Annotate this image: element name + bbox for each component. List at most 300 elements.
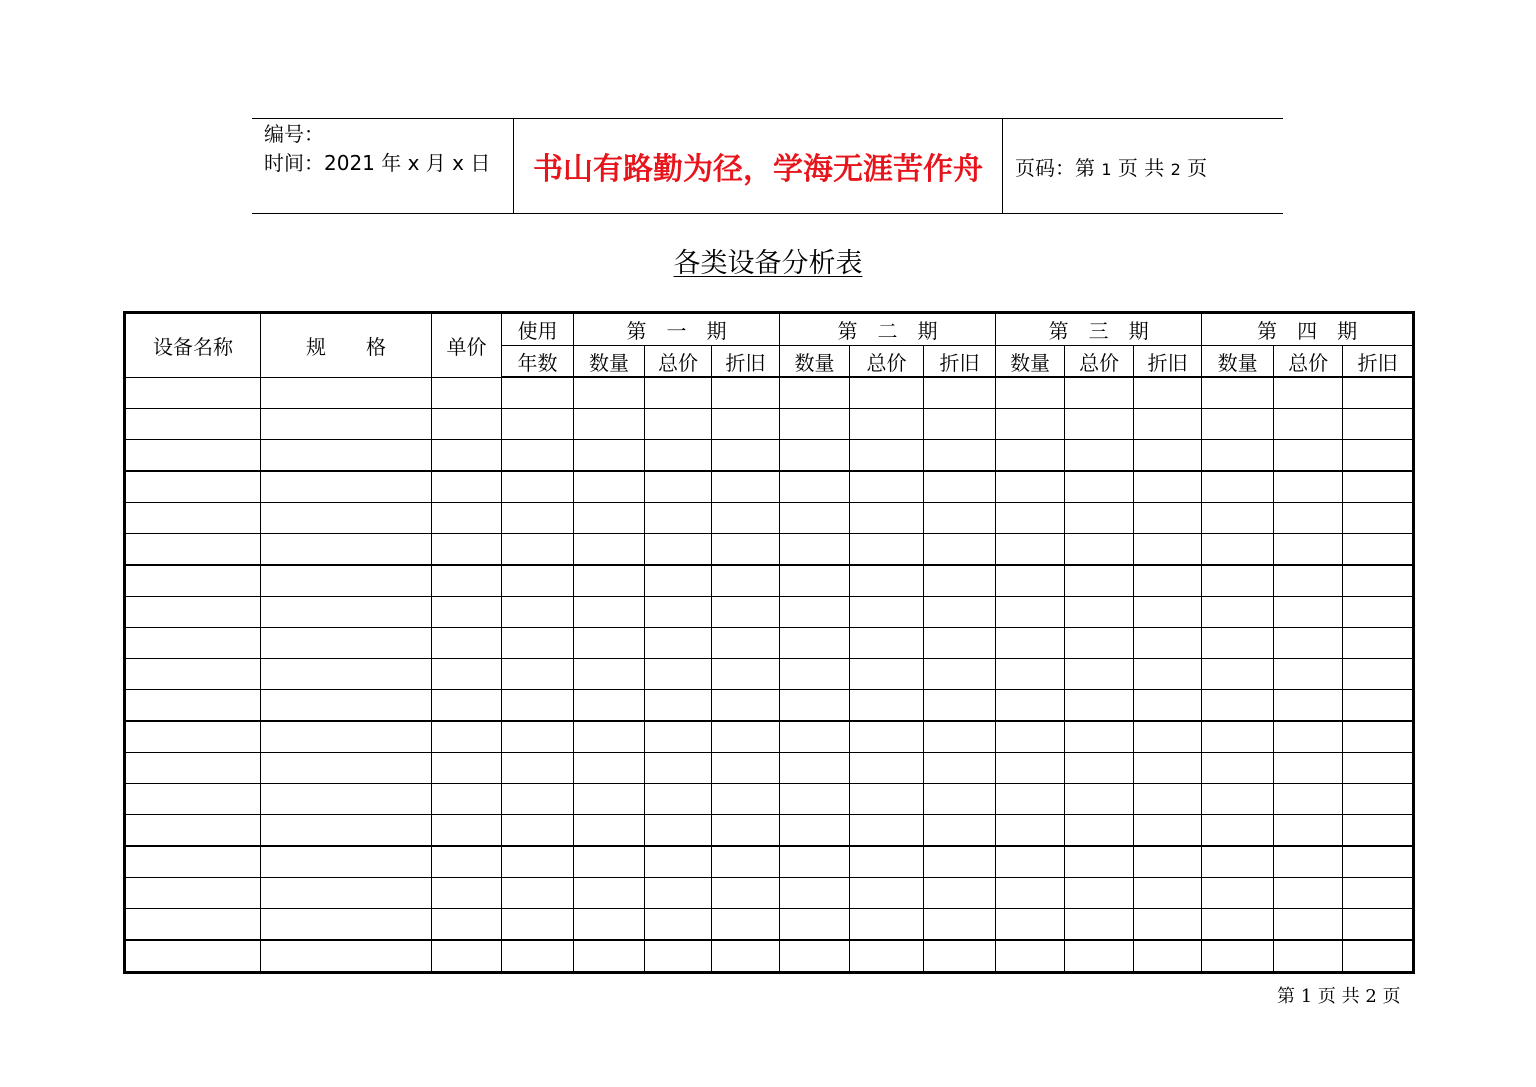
table-cell[interactable]: [1065, 753, 1134, 784]
table-cell[interactable]: [850, 534, 924, 566]
table-cell[interactable]: [125, 565, 261, 597]
table-cell[interactable]: [1202, 690, 1274, 722]
table-cell[interactable]: [1343, 534, 1414, 566]
table-cell[interactable]: [1134, 878, 1202, 909]
table-cell[interactable]: [432, 471, 502, 503]
table-cell[interactable]: [574, 878, 645, 909]
table-cell[interactable]: [432, 597, 502, 628]
table-cell[interactable]: [1274, 597, 1343, 628]
table-cell[interactable]: [502, 440, 574, 472]
table-cell[interactable]: [645, 628, 712, 659]
table-cell[interactable]: [924, 753, 996, 784]
table-cell[interactable]: [502, 597, 574, 628]
table-cell[interactable]: [1343, 909, 1414, 941]
table-cell[interactable]: [574, 846, 645, 878]
table-cell[interactable]: [712, 690, 780, 722]
table-cell[interactable]: [432, 440, 502, 472]
table-cell[interactable]: [850, 784, 924, 815]
table-cell[interactable]: [1134, 690, 1202, 722]
table-cell[interactable]: [1202, 815, 1274, 847]
table-cell[interactable]: [261, 503, 432, 534]
table-cell[interactable]: [432, 721, 502, 753]
table-cell[interactable]: [780, 940, 850, 973]
table-cell[interactable]: [125, 846, 261, 878]
table-cell[interactable]: [780, 815, 850, 847]
table-cell[interactable]: [261, 534, 432, 566]
table-cell[interactable]: [502, 909, 574, 941]
table-cell[interactable]: [1065, 534, 1134, 566]
table-cell[interactable]: [1065, 597, 1134, 628]
table-cell[interactable]: [1065, 909, 1134, 941]
table-cell[interactable]: [712, 534, 780, 566]
table-cell[interactable]: [261, 690, 432, 722]
table-cell[interactable]: [996, 940, 1065, 973]
table-cell[interactable]: [502, 846, 574, 878]
table-cell[interactable]: [432, 690, 502, 722]
table-cell[interactable]: [432, 503, 502, 534]
table-cell[interactable]: [125, 597, 261, 628]
table-cell[interactable]: [125, 659, 261, 690]
table-cell[interactable]: [850, 690, 924, 722]
table-cell[interactable]: [261, 440, 432, 472]
table-cell[interactable]: [1065, 565, 1134, 597]
table-cell[interactable]: [432, 659, 502, 690]
table-cell[interactable]: [996, 815, 1065, 847]
table-cell[interactable]: [1065, 377, 1134, 409]
table-cell[interactable]: [125, 377, 261, 409]
table-cell[interactable]: [645, 878, 712, 909]
table-cell[interactable]: [432, 409, 502, 440]
table-cell[interactable]: [996, 534, 1065, 566]
table-cell[interactable]: [1274, 534, 1343, 566]
table-cell[interactable]: [712, 659, 780, 690]
table-cell[interactable]: [712, 940, 780, 973]
table-cell[interactable]: [1343, 721, 1414, 753]
table-cell[interactable]: [1134, 909, 1202, 941]
table-cell[interactable]: [1202, 784, 1274, 815]
table-cell[interactable]: [1343, 878, 1414, 909]
table-cell[interactable]: [574, 909, 645, 941]
table-cell[interactable]: [125, 753, 261, 784]
table-cell[interactable]: [780, 878, 850, 909]
table-cell[interactable]: [1134, 377, 1202, 409]
table-cell[interactable]: [261, 721, 432, 753]
table-cell[interactable]: [1202, 940, 1274, 973]
table-cell[interactable]: [645, 503, 712, 534]
table-cell[interactable]: [924, 628, 996, 659]
table-cell[interactable]: [850, 753, 924, 784]
table-cell[interactable]: [924, 940, 996, 973]
table-cell[interactable]: [645, 846, 712, 878]
table-cell[interactable]: [780, 377, 850, 409]
table-cell[interactable]: [261, 753, 432, 784]
table-cell[interactable]: [1065, 659, 1134, 690]
table-cell[interactable]: [780, 846, 850, 878]
table-cell[interactable]: [1202, 565, 1274, 597]
table-cell[interactable]: [261, 784, 432, 815]
table-cell[interactable]: [645, 784, 712, 815]
table-cell[interactable]: [1343, 690, 1414, 722]
table-cell[interactable]: [574, 659, 645, 690]
table-cell[interactable]: [1202, 659, 1274, 690]
table-cell[interactable]: [432, 784, 502, 815]
table-cell[interactable]: [125, 690, 261, 722]
table-cell[interactable]: [1343, 471, 1414, 503]
table-cell[interactable]: [574, 409, 645, 440]
table-cell[interactable]: [1274, 815, 1343, 847]
table-cell[interactable]: [1202, 909, 1274, 941]
table-cell[interactable]: [780, 909, 850, 941]
table-cell[interactable]: [850, 721, 924, 753]
table-cell[interactable]: [996, 753, 1065, 784]
table-cell[interactable]: [996, 377, 1065, 409]
table-cell[interactable]: [502, 503, 574, 534]
table-cell[interactable]: [432, 846, 502, 878]
table-cell[interactable]: [1134, 565, 1202, 597]
table-cell[interactable]: [1274, 659, 1343, 690]
table-cell[interactable]: [645, 909, 712, 941]
table-cell[interactable]: [1065, 440, 1134, 472]
table-cell[interactable]: [712, 846, 780, 878]
table-cell[interactable]: [645, 471, 712, 503]
table-cell[interactable]: [1134, 503, 1202, 534]
table-cell[interactable]: [1274, 440, 1343, 472]
table-cell[interactable]: [502, 690, 574, 722]
table-cell[interactable]: [574, 534, 645, 566]
table-cell[interactable]: [261, 377, 432, 409]
table-cell[interactable]: [712, 409, 780, 440]
table-cell[interactable]: [850, 878, 924, 909]
table-cell[interactable]: [1202, 721, 1274, 753]
table-cell[interactable]: [924, 565, 996, 597]
table-cell[interactable]: [1343, 753, 1414, 784]
table-cell[interactable]: [924, 471, 996, 503]
table-cell[interactable]: [502, 534, 574, 566]
table-cell[interactable]: [1202, 471, 1274, 503]
table-cell[interactable]: [261, 815, 432, 847]
table-cell[interactable]: [780, 534, 850, 566]
table-cell[interactable]: [125, 409, 261, 440]
table-cell[interactable]: [1134, 846, 1202, 878]
table-cell[interactable]: [712, 721, 780, 753]
table-cell[interactable]: [780, 753, 850, 784]
table-cell[interactable]: [780, 471, 850, 503]
table-cell[interactable]: [850, 597, 924, 628]
table-cell[interactable]: [432, 565, 502, 597]
table-cell[interactable]: [850, 409, 924, 440]
table-cell[interactable]: [1274, 909, 1343, 941]
table-cell[interactable]: [924, 440, 996, 472]
table-cell[interactable]: [1343, 409, 1414, 440]
table-cell[interactable]: [125, 909, 261, 941]
table-cell[interactable]: [502, 377, 574, 409]
table-cell[interactable]: [125, 815, 261, 847]
table-cell[interactable]: [432, 909, 502, 941]
table-cell[interactable]: [1274, 784, 1343, 815]
table-cell[interactable]: [924, 909, 996, 941]
table-cell[interactable]: [780, 721, 850, 753]
table-cell[interactable]: [125, 940, 261, 973]
table-cell[interactable]: [432, 628, 502, 659]
table-cell[interactable]: [645, 753, 712, 784]
table-cell[interactable]: [1202, 377, 1274, 409]
table-cell[interactable]: [996, 878, 1065, 909]
table-cell[interactable]: [1134, 628, 1202, 659]
table-cell[interactable]: [850, 565, 924, 597]
table-cell[interactable]: [502, 940, 574, 973]
table-cell[interactable]: [1343, 377, 1414, 409]
table-cell[interactable]: [1202, 597, 1274, 628]
table-cell[interactable]: [996, 659, 1065, 690]
table-cell[interactable]: [502, 659, 574, 690]
table-cell[interactable]: [432, 377, 502, 409]
table-cell[interactable]: [502, 628, 574, 659]
table-cell[interactable]: [924, 377, 996, 409]
table-cell[interactable]: [712, 471, 780, 503]
table-cell[interactable]: [924, 878, 996, 909]
table-cell[interactable]: [645, 409, 712, 440]
table-cell[interactable]: [574, 690, 645, 722]
table-cell[interactable]: [996, 597, 1065, 628]
table-cell[interactable]: [125, 503, 261, 534]
table-cell[interactable]: [645, 534, 712, 566]
table-cell[interactable]: [574, 471, 645, 503]
table-cell[interactable]: [125, 721, 261, 753]
table-cell[interactable]: [1343, 565, 1414, 597]
table-cell[interactable]: [261, 909, 432, 941]
table-cell[interactable]: [780, 440, 850, 472]
table-cell[interactable]: [645, 690, 712, 722]
table-cell[interactable]: [1134, 659, 1202, 690]
table-cell[interactable]: [1274, 377, 1343, 409]
table-cell[interactable]: [502, 878, 574, 909]
table-cell[interactable]: [996, 628, 1065, 659]
table-cell[interactable]: [996, 846, 1065, 878]
table-cell[interactable]: [1274, 565, 1343, 597]
table-cell[interactable]: [1134, 440, 1202, 472]
table-cell[interactable]: [1134, 409, 1202, 440]
table-cell[interactable]: [502, 565, 574, 597]
table-cell[interactable]: [1343, 940, 1414, 973]
table-cell[interactable]: [125, 534, 261, 566]
table-cell[interactable]: [712, 565, 780, 597]
table-cell[interactable]: [261, 846, 432, 878]
table-cell[interactable]: [432, 815, 502, 847]
table-cell[interactable]: [1274, 846, 1343, 878]
table-cell[interactable]: [850, 503, 924, 534]
table-cell[interactable]: [1065, 878, 1134, 909]
table-cell[interactable]: [1065, 846, 1134, 878]
table-cell[interactable]: [574, 565, 645, 597]
table-cell[interactable]: [1134, 815, 1202, 847]
table-cell[interactable]: [502, 784, 574, 815]
table-cell[interactable]: [996, 784, 1065, 815]
table-cell[interactable]: [645, 815, 712, 847]
table-cell[interactable]: [850, 659, 924, 690]
table-cell[interactable]: [850, 940, 924, 973]
table-cell[interactable]: [924, 659, 996, 690]
table-cell[interactable]: [712, 440, 780, 472]
table-cell[interactable]: [924, 534, 996, 566]
table-cell[interactable]: [1274, 628, 1343, 659]
table-cell[interactable]: [780, 784, 850, 815]
table-cell[interactable]: [712, 909, 780, 941]
table-cell[interactable]: [924, 690, 996, 722]
table-cell[interactable]: [502, 471, 574, 503]
table-cell[interactable]: [1065, 690, 1134, 722]
table-cell[interactable]: [996, 503, 1065, 534]
table-cell[interactable]: [261, 878, 432, 909]
table-cell[interactable]: [574, 784, 645, 815]
table-cell[interactable]: [1343, 815, 1414, 847]
table-cell[interactable]: [574, 597, 645, 628]
table-cell[interactable]: [1134, 940, 1202, 973]
table-cell[interactable]: [1343, 784, 1414, 815]
table-cell[interactable]: [125, 628, 261, 659]
table-cell[interactable]: [1202, 846, 1274, 878]
table-cell[interactable]: [1274, 471, 1343, 503]
table-cell[interactable]: [1274, 753, 1343, 784]
table-cell[interactable]: [502, 815, 574, 847]
table-cell[interactable]: [780, 659, 850, 690]
table-cell[interactable]: [574, 440, 645, 472]
table-cell[interactable]: [712, 753, 780, 784]
table-cell[interactable]: [1134, 597, 1202, 628]
table-cell[interactable]: [432, 878, 502, 909]
table-cell[interactable]: [996, 690, 1065, 722]
table-cell[interactable]: [1274, 878, 1343, 909]
table-cell[interactable]: [261, 659, 432, 690]
table-cell[interactable]: [780, 597, 850, 628]
table-cell[interactable]: [645, 940, 712, 973]
table-cell[interactable]: [1065, 940, 1134, 973]
table-cell[interactable]: [502, 409, 574, 440]
table-cell[interactable]: [1065, 784, 1134, 815]
table-cell[interactable]: [850, 628, 924, 659]
table-cell[interactable]: [645, 597, 712, 628]
table-cell[interactable]: [924, 597, 996, 628]
table-cell[interactable]: [261, 565, 432, 597]
table-cell[interactable]: [125, 471, 261, 503]
table-cell[interactable]: [645, 659, 712, 690]
table-cell[interactable]: [574, 815, 645, 847]
table-cell[interactable]: [574, 377, 645, 409]
table-cell[interactable]: [780, 628, 850, 659]
table-cell[interactable]: [1202, 534, 1274, 566]
table-cell[interactable]: [1274, 721, 1343, 753]
table-cell[interactable]: [645, 440, 712, 472]
table-cell[interactable]: [1274, 409, 1343, 440]
table-cell[interactable]: [712, 878, 780, 909]
table-cell[interactable]: [924, 409, 996, 440]
table-cell[interactable]: [1274, 503, 1343, 534]
table-cell[interactable]: [432, 940, 502, 973]
table-cell[interactable]: [1134, 471, 1202, 503]
table-cell[interactable]: [712, 597, 780, 628]
table-cell[interactable]: [1202, 878, 1274, 909]
table-cell[interactable]: [432, 534, 502, 566]
table-cell[interactable]: [574, 721, 645, 753]
table-cell[interactable]: [780, 503, 850, 534]
table-cell[interactable]: [1202, 503, 1274, 534]
table-cell[interactable]: [712, 377, 780, 409]
table-cell[interactable]: [712, 784, 780, 815]
table-cell[interactable]: [996, 565, 1065, 597]
table-cell[interactable]: [1065, 471, 1134, 503]
table-cell[interactable]: [996, 721, 1065, 753]
table-cell[interactable]: [261, 409, 432, 440]
table-cell[interactable]: [1343, 846, 1414, 878]
table-cell[interactable]: [850, 909, 924, 941]
table-cell[interactable]: [780, 565, 850, 597]
table-cell[interactable]: [712, 815, 780, 847]
table-cell[interactable]: [1065, 503, 1134, 534]
table-cell[interactable]: [645, 721, 712, 753]
table-cell[interactable]: [1202, 409, 1274, 440]
table-cell[interactable]: [1202, 440, 1274, 472]
table-cell[interactable]: [261, 940, 432, 973]
table-cell[interactable]: [261, 628, 432, 659]
table-cell[interactable]: [780, 690, 850, 722]
table-cell[interactable]: [1065, 815, 1134, 847]
table-cell[interactable]: [574, 628, 645, 659]
table-cell[interactable]: [1343, 659, 1414, 690]
table-cell[interactable]: [261, 597, 432, 628]
table-cell[interactable]: [1343, 440, 1414, 472]
table-cell[interactable]: [432, 753, 502, 784]
table-cell[interactable]: [712, 628, 780, 659]
table-cell[interactable]: [1343, 597, 1414, 628]
table-cell[interactable]: [1343, 503, 1414, 534]
table-cell[interactable]: [261, 471, 432, 503]
table-cell[interactable]: [924, 846, 996, 878]
table-cell[interactable]: [1343, 628, 1414, 659]
table-cell[interactable]: [1134, 753, 1202, 784]
table-cell[interactable]: [574, 753, 645, 784]
table-cell[interactable]: [996, 471, 1065, 503]
table-cell[interactable]: [1134, 721, 1202, 753]
table-cell[interactable]: [924, 503, 996, 534]
table-cell[interactable]: [502, 721, 574, 753]
table-cell[interactable]: [1134, 784, 1202, 815]
table-cell[interactable]: [924, 784, 996, 815]
table-cell[interactable]: [502, 753, 574, 784]
table-cell[interactable]: [1065, 409, 1134, 440]
table-cell[interactable]: [924, 815, 996, 847]
table-cell[interactable]: [1202, 753, 1274, 784]
table-cell[interactable]: [574, 940, 645, 973]
table-cell[interactable]: [1274, 690, 1343, 722]
table-cell[interactable]: [996, 409, 1065, 440]
table-cell[interactable]: [850, 377, 924, 409]
table-cell[interactable]: [850, 846, 924, 878]
table-cell[interactable]: [996, 440, 1065, 472]
table-cell[interactable]: [850, 471, 924, 503]
table-cell[interactable]: [850, 815, 924, 847]
table-cell[interactable]: [1134, 534, 1202, 566]
table-cell[interactable]: [924, 721, 996, 753]
table-cell[interactable]: [125, 878, 261, 909]
table-cell[interactable]: [1065, 628, 1134, 659]
table-cell[interactable]: [850, 440, 924, 472]
table-cell[interactable]: [574, 503, 645, 534]
table-cell[interactable]: [645, 565, 712, 597]
table-cell[interactable]: [1202, 628, 1274, 659]
table-cell[interactable]: [1274, 940, 1343, 973]
table-cell[interactable]: [1065, 721, 1134, 753]
table-cell[interactable]: [125, 440, 261, 472]
table-cell[interactable]: [780, 409, 850, 440]
